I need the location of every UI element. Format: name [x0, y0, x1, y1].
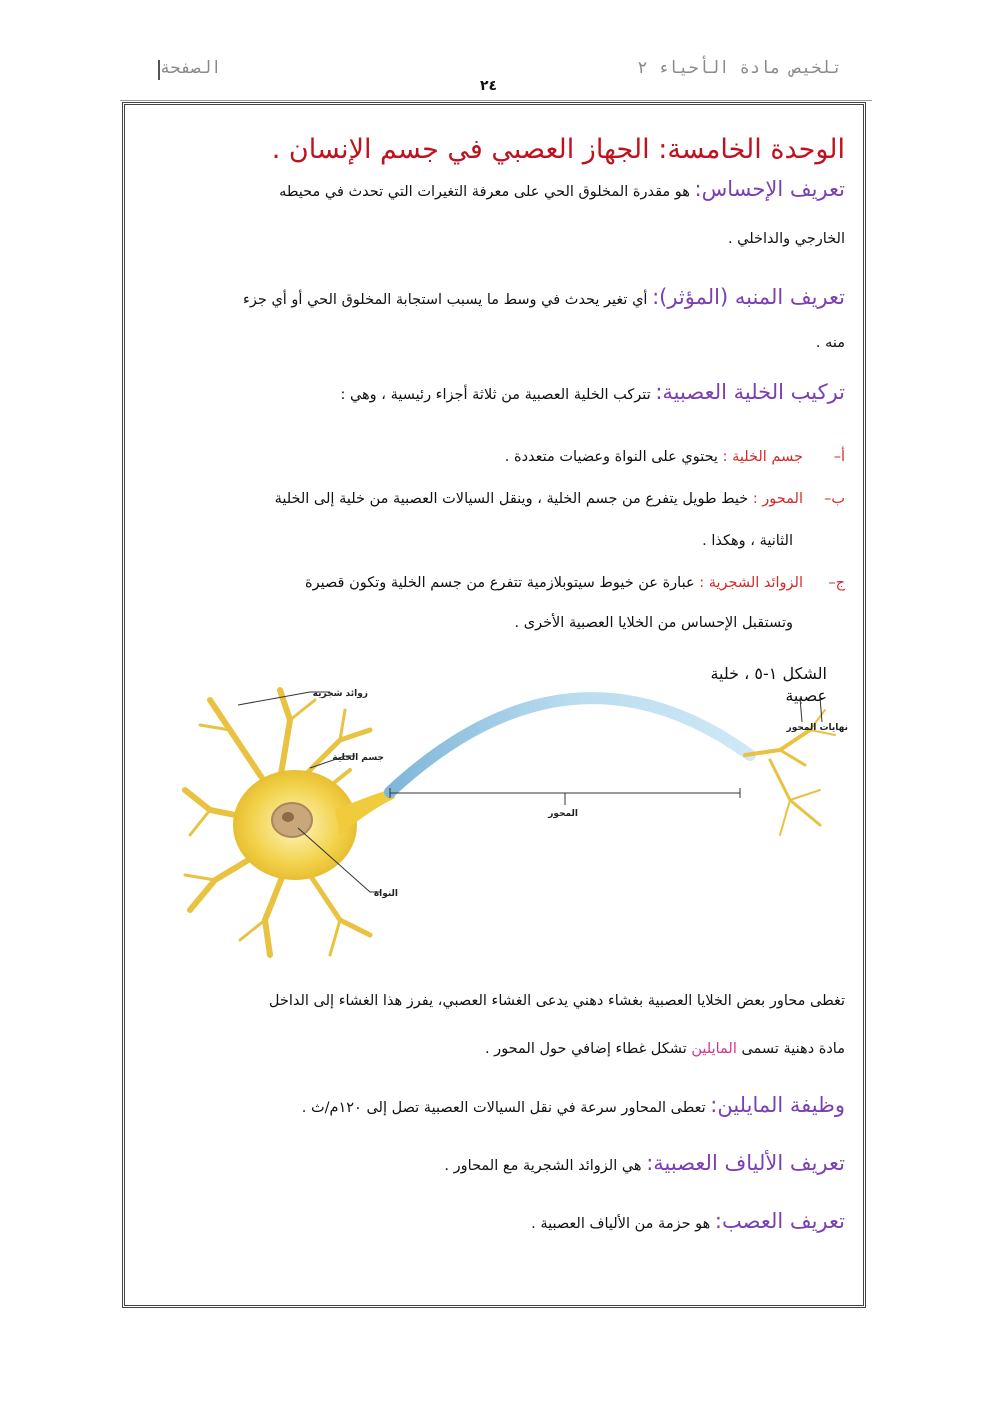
stimulus-term: تعريف المنبه (المؤثر):	[652, 285, 845, 309]
label-axon: المحور	[548, 809, 578, 819]
sensation-term: تعريف الإحساس:	[694, 177, 845, 201]
axon-bracket	[390, 788, 740, 805]
myelin-function-term: وظيفة المايلين:	[710, 1093, 845, 1117]
neuron-structure-term: تركيب الخلية العصبية:	[655, 380, 845, 404]
sensation-definition	[150, 172, 845, 209]
myelin-text-b: تشكل غطاء إضافي حول المحور .	[484, 1041, 692, 1057]
list-marker: أ–	[833, 449, 845, 465]
list-marker: ب–	[824, 491, 845, 507]
sensation-text-1: هو مقدرة المخلوق الحي على معرفة التغيرات التي تحدث في محيطه	[279, 184, 695, 200]
part-text: عبارة عن خيوط سيتوبلازمية تتفرع من جسم الخلية وتكون قصيرة	[304, 575, 700, 591]
part-name-dendrites: الزوائد الشجرية :	[699, 575, 803, 591]
nerve-fibers-text: هي الزوائد الشجرية مع المحاور .	[444, 1158, 647, 1174]
myelin-paragraph-line2	[150, 1032, 845, 1066]
neuron-structure-text: تتركب الخلية العصبية من ثلاثة أجزاء رئيسية ، وهي :	[340, 387, 656, 403]
stimulus-text-line2: منه .	[815, 335, 845, 351]
myelin-text-a: مادة دهنية تسمى	[736, 1041, 845, 1057]
header-rule	[120, 100, 872, 101]
myelin-function-definition	[150, 1088, 845, 1125]
part-text: خيط طويل يتفرع من جسم الخلية ، وينقل السيالات العصبية من خلية إلى الخلية	[274, 491, 753, 507]
figure-caption-line1: الشكل ١-٥ ، خلية	[710, 664, 827, 683]
myelin-highlight: المايلين	[691, 1041, 737, 1057]
part-text: يحتوي على النواة وعضيات متعددة .	[504, 449, 723, 465]
label-nucleus: النواة	[373, 889, 398, 899]
list-marker: ج–	[828, 575, 845, 591]
axon-myelin-drawing	[390, 698, 750, 792]
header-page-label: الصفحة	[160, 58, 222, 78]
page-number: ٢٤	[480, 78, 498, 94]
neuron-structure-definition	[150, 375, 845, 412]
part-text-line2: الثانية ، وهكذا .	[702, 533, 793, 549]
header-separator	[158, 60, 160, 80]
myelin-function-text: تعطى المحاور سرعة في نقل السيالات العصبية تصل إلى ١٢٠م/ث .	[301, 1100, 711, 1116]
nerve-fibers-term: تعريف الألياف العصبية:	[646, 1151, 845, 1175]
document-header-title: تلخيص مادة الأحياء ٢	[637, 58, 842, 78]
part-name-cell-body: جسم الخلية :	[722, 449, 803, 465]
list-item	[155, 440, 845, 474]
unit-title: الوحدة الخامسة: الجهاز العصبي في جسم الإنسان .	[271, 134, 845, 165]
stimulus-definition	[150, 280, 845, 317]
part-name-axon: المحور :	[752, 491, 803, 507]
label-cell-body: جسم الخلية	[332, 753, 384, 763]
nerve-term: تعريف العصب:	[714, 1209, 845, 1233]
neuron-illustration	[170, 670, 850, 970]
nerve-fibers-definition	[150, 1146, 845, 1183]
label-dendrites: زوائد شجرية	[312, 689, 368, 699]
nerve-definition	[150, 1204, 845, 1241]
myelin-paragraph-line1: تغطى محاور بعض الخلايا العصبية بغشاء دهني يدعى الغشاء العصبي، يفرز هذا الغشاء إلى الداخل	[268, 993, 845, 1009]
stimulus-text-1: أي تغير يحدث في وسط ما يسبب استجابة المخلوق الحي أو أي جزء	[243, 292, 653, 308]
nerve-text: هو حزمة من الألياف العصبية .	[531, 1216, 715, 1232]
label-axon-terminals: نهايات المحور	[786, 723, 848, 733]
sensation-text-line2: الخارجي والداخلي .	[727, 231, 845, 247]
list-item	[155, 482, 845, 516]
figure-caption-line2: عصبية	[785, 686, 827, 705]
list-item	[155, 566, 845, 600]
part-text-line2: وتستقبل الإحساس من الخلايا العصبية الأخرى .	[514, 615, 793, 631]
